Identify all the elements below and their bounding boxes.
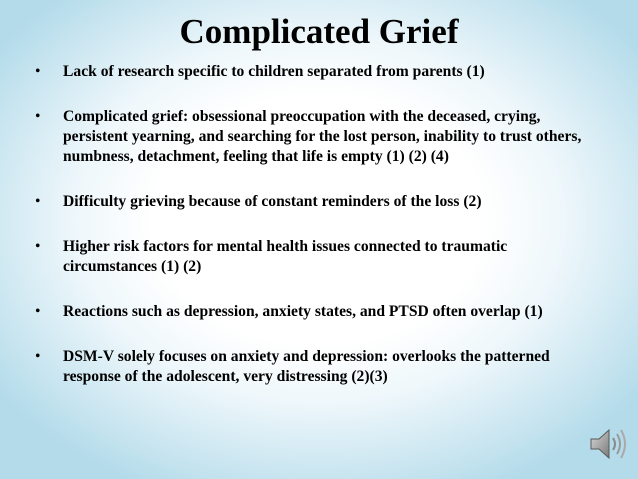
bullet-item xyxy=(35,62,591,82)
bullet-marker: • xyxy=(35,63,41,80)
bullet-marker: • xyxy=(35,348,41,365)
bullet-text: Higher risk factors for mental health issues connected to traumatic circumstances (1) (2) xyxy=(63,238,508,275)
bullet-item xyxy=(35,302,591,322)
bullet-text: Complicated grief: obsessional preoccupation with the deceased, crying, persistent yearning, and searching for the lost person, inability to trust others, numbness, detachment, feeling that life is empty (1) (2) (4) xyxy=(63,108,582,165)
speaker-icon[interactable] xyxy=(588,424,630,464)
bullet-item xyxy=(35,237,591,277)
bullet-item xyxy=(35,347,591,387)
bullet-text: Difficulty grieving because of constant reminders of the loss (2) xyxy=(63,193,482,210)
bullet-item xyxy=(35,192,591,212)
bullet-marker: • xyxy=(35,303,41,320)
bullet-list xyxy=(35,62,591,412)
bullet-marker: • xyxy=(35,238,41,255)
bullet-text: Reactions such as depression, anxiety states, and PTSD often overlap (1) xyxy=(63,303,543,320)
slide-title: Complicated Grief xyxy=(179,12,459,51)
bullet-marker: • xyxy=(35,108,41,125)
bullet-item xyxy=(35,107,591,167)
bullet-text: Lack of research specific to children separated from parents (1) xyxy=(63,63,485,80)
bullet-text: DSM-V solely focuses on anxiety and depression: overlooks the patterned response of the adolescent, very distressing (2)(3) xyxy=(63,348,550,385)
bullet-marker: • xyxy=(35,193,41,210)
